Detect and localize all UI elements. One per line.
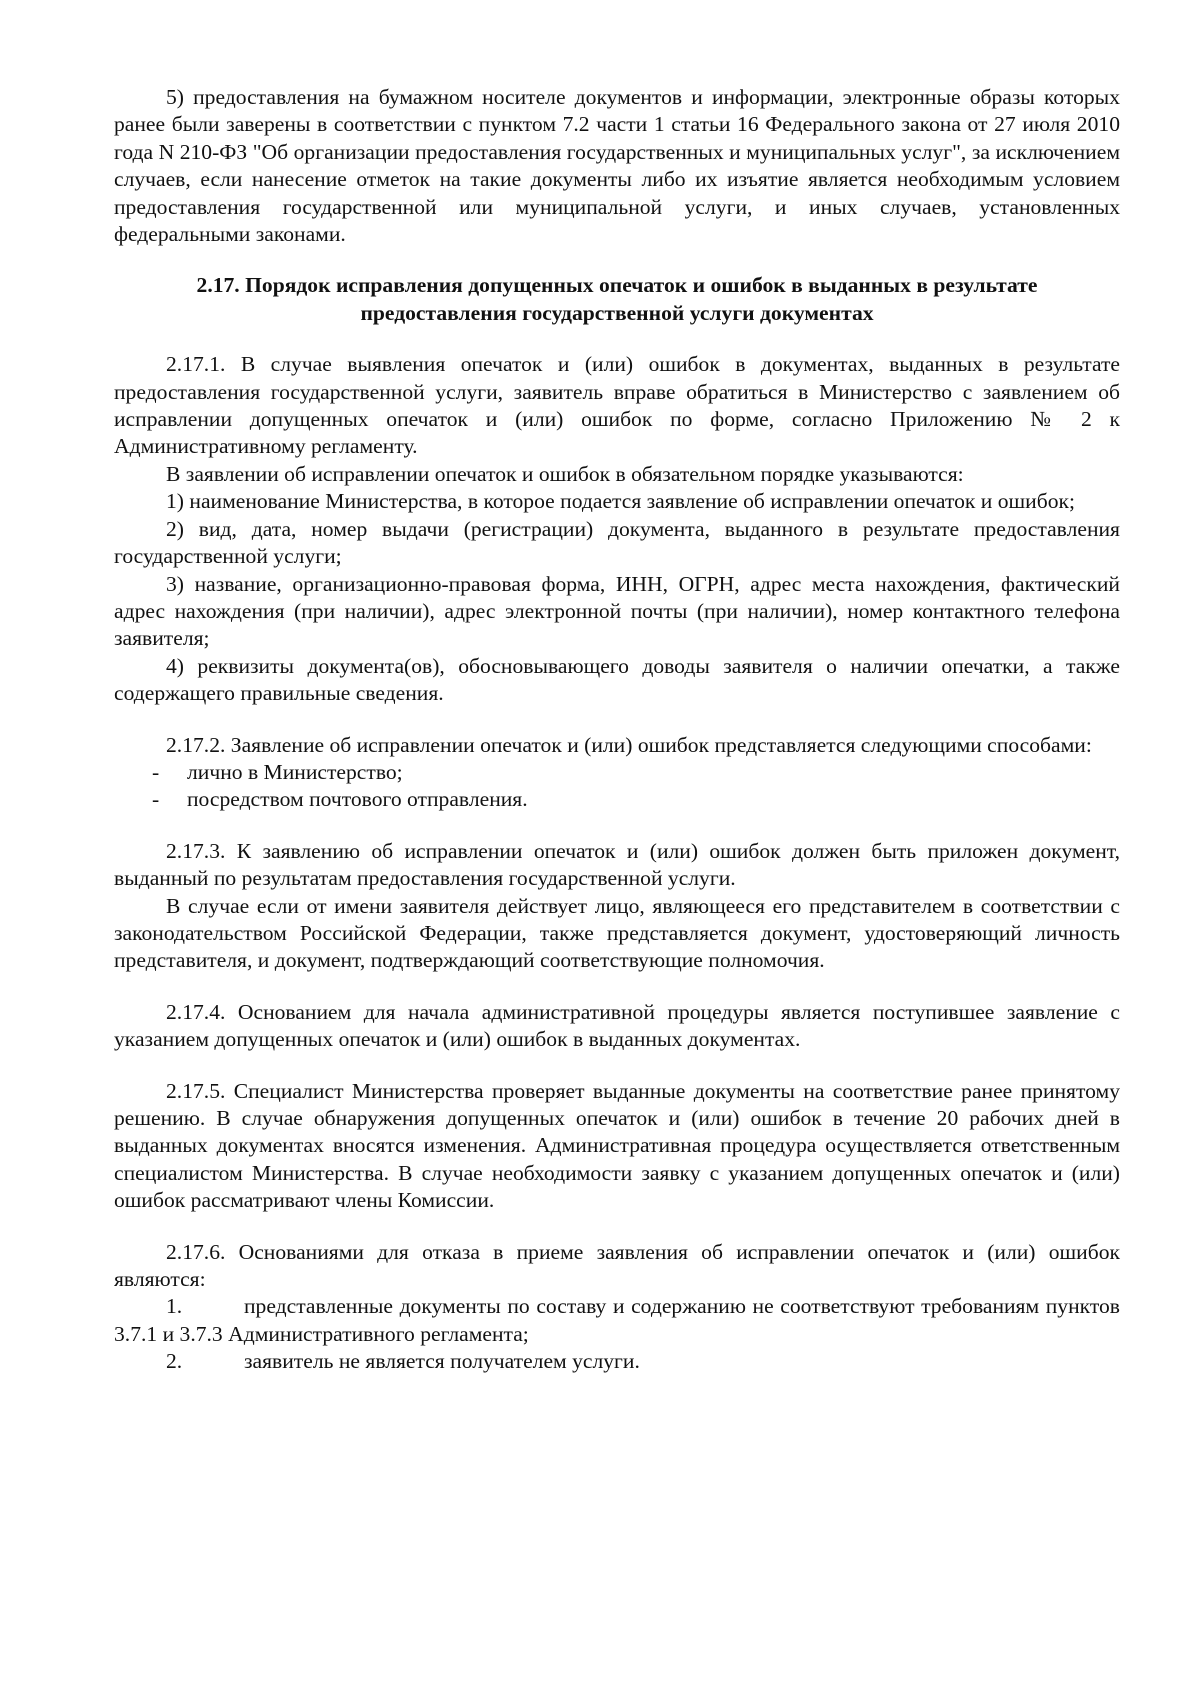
clause-2-17-1-item-4: 4) реквизиты документа(ов), обосновывающего доводы заявителя о наличии опечатки, а также содержащего правильные сведения. <box>114 653 1120 706</box>
spacer <box>114 248 1120 272</box>
clause-2-17-6-reason-1 <box>114 1293 1120 1348</box>
spacer <box>114 1215 1120 1239</box>
document-page <box>114 84 1120 1376</box>
clause-2-17-2-option-1 <box>114 759 1120 786</box>
option-text: лично в Министерство; <box>187 759 403 784</box>
clause-2-17-1-lead: В заявлении об исправлении опечаток и ошибок в обязательном порядке указываются: <box>166 461 964 486</box>
spacer <box>114 708 1120 732</box>
clause-2-17-1-item-2: 2) вид, дата, номер выдачи (регистрации) документа, выданного в результате предоставления государственной услуги; <box>114 516 1120 569</box>
clause-2-17-1: 2.17.1. В случае выявления опечаток и (или) ошибок в документах, выданных в результате предоставления государственной услуги, заявитель вправе обратиться в Министерство с заявлением об исправлении допущенных опечаток и (или) ошибок по форме, согласно Приложению № 2 к Административному регламенту. <box>114 352 1120 459</box>
reason-text: заявитель не является получателем услуги. <box>244 1349 640 1374</box>
dash-marker: - <box>152 759 160 784</box>
reason-number: 1. <box>166 1294 183 1319</box>
clause-2-17-2: 2.17.2. Заявление об исправлении опечаток и (или) ошибок представляется следующими способами: <box>166 732 1092 757</box>
clause-2-17-3-representative: В случае если от имени заявителя действует лицо, являющееся его представителем в соответствии с законодательством Российской Федерации, также представляется документ, удостоверяющий личность представителя, и документ, подтверждающий соответствующие полномочия. <box>114 893 1120 973</box>
dash-marker: - <box>152 787 160 812</box>
clause-2-17-1-item-3: 3) название, организационно-правовая форма, ИНН, ОГРН, адрес места нахождения, фактический адрес нахождения (при наличии), адрес электронной почты (при наличии), номер контактного телефона заявителя; <box>114 571 1120 651</box>
spacer <box>114 1054 1120 1078</box>
reason-text: представленные документы по составу и содержанию не соответствуют требованиям пунктов 3.7.1 и 3.7.3 Административного регламента; <box>114 1294 1120 1346</box>
spacer <box>114 814 1120 838</box>
clause-2-17-4: 2.17.4. Основанием для начала административной процедуры является поступившее заявление с указанием допущенных опечаток и (или) ошибок в выданных документах. <box>114 999 1120 1052</box>
spacer <box>114 975 1120 999</box>
section-heading: 2.17. Порядок исправления допущенных опечаток и ошибок в выданных в результате предоставления государственной услуги документах <box>196 273 1038 325</box>
clause-2-17-3: 2.17.3. К заявлению об исправлении опечаток и (или) ошибок должен быть приложен документ, выданный по результатам предоставления государственной услуги. <box>114 838 1120 891</box>
option-text: посредством почтового отправления. <box>187 787 528 812</box>
reason-number: 2. <box>166 1349 183 1374</box>
clause-2-17-2-option-2 <box>114 786 1120 813</box>
clause-2-17-6-reason-2 <box>114 1348 1120 1375</box>
spacer <box>114 327 1120 351</box>
intro-item-5: 5) предоставления на бумажном носителе документов и информации, электронные образы которых ранее были заверены в соответствии с пунктом 7.2 части 1 статьи 16 Федерального закона от 27 июля 2010 года N 210-ФЗ "Об организации предоставления государственных и муниципальных услуг", за исключением случаев, если нанесение отметок на такие документы либо их изъятие является необходимым условием предоставления государственной или муниципальной услуги, и иных случаев, установленных федеральными законами. <box>114 85 1120 247</box>
clause-2-17-1-item-1: 1) наименование Министерства, в которое подается заявление об исправлении опечаток и ошибок; <box>166 489 1075 514</box>
clause-2-17-5: 2.17.5. Специалист Министерства проверяет выданные документы на соответствие ранее принятому решению. В случае обнаружения допущенных опечаток и (или) ошибок в течение 20 рабочих дней в выданных документах вносятся изменения. Административная процедура осуществляется ответственным специалистом Министерства. В случае необходимости заявку с указанием допущенных опечаток и (или) ошибок рассматривают члены Комиссии. <box>114 1078 1120 1213</box>
clause-2-17-6: 2.17.6. Основаниями для отказа в приеме заявления об исправлении опечаток и (или) ошибок являются: <box>114 1239 1120 1292</box>
